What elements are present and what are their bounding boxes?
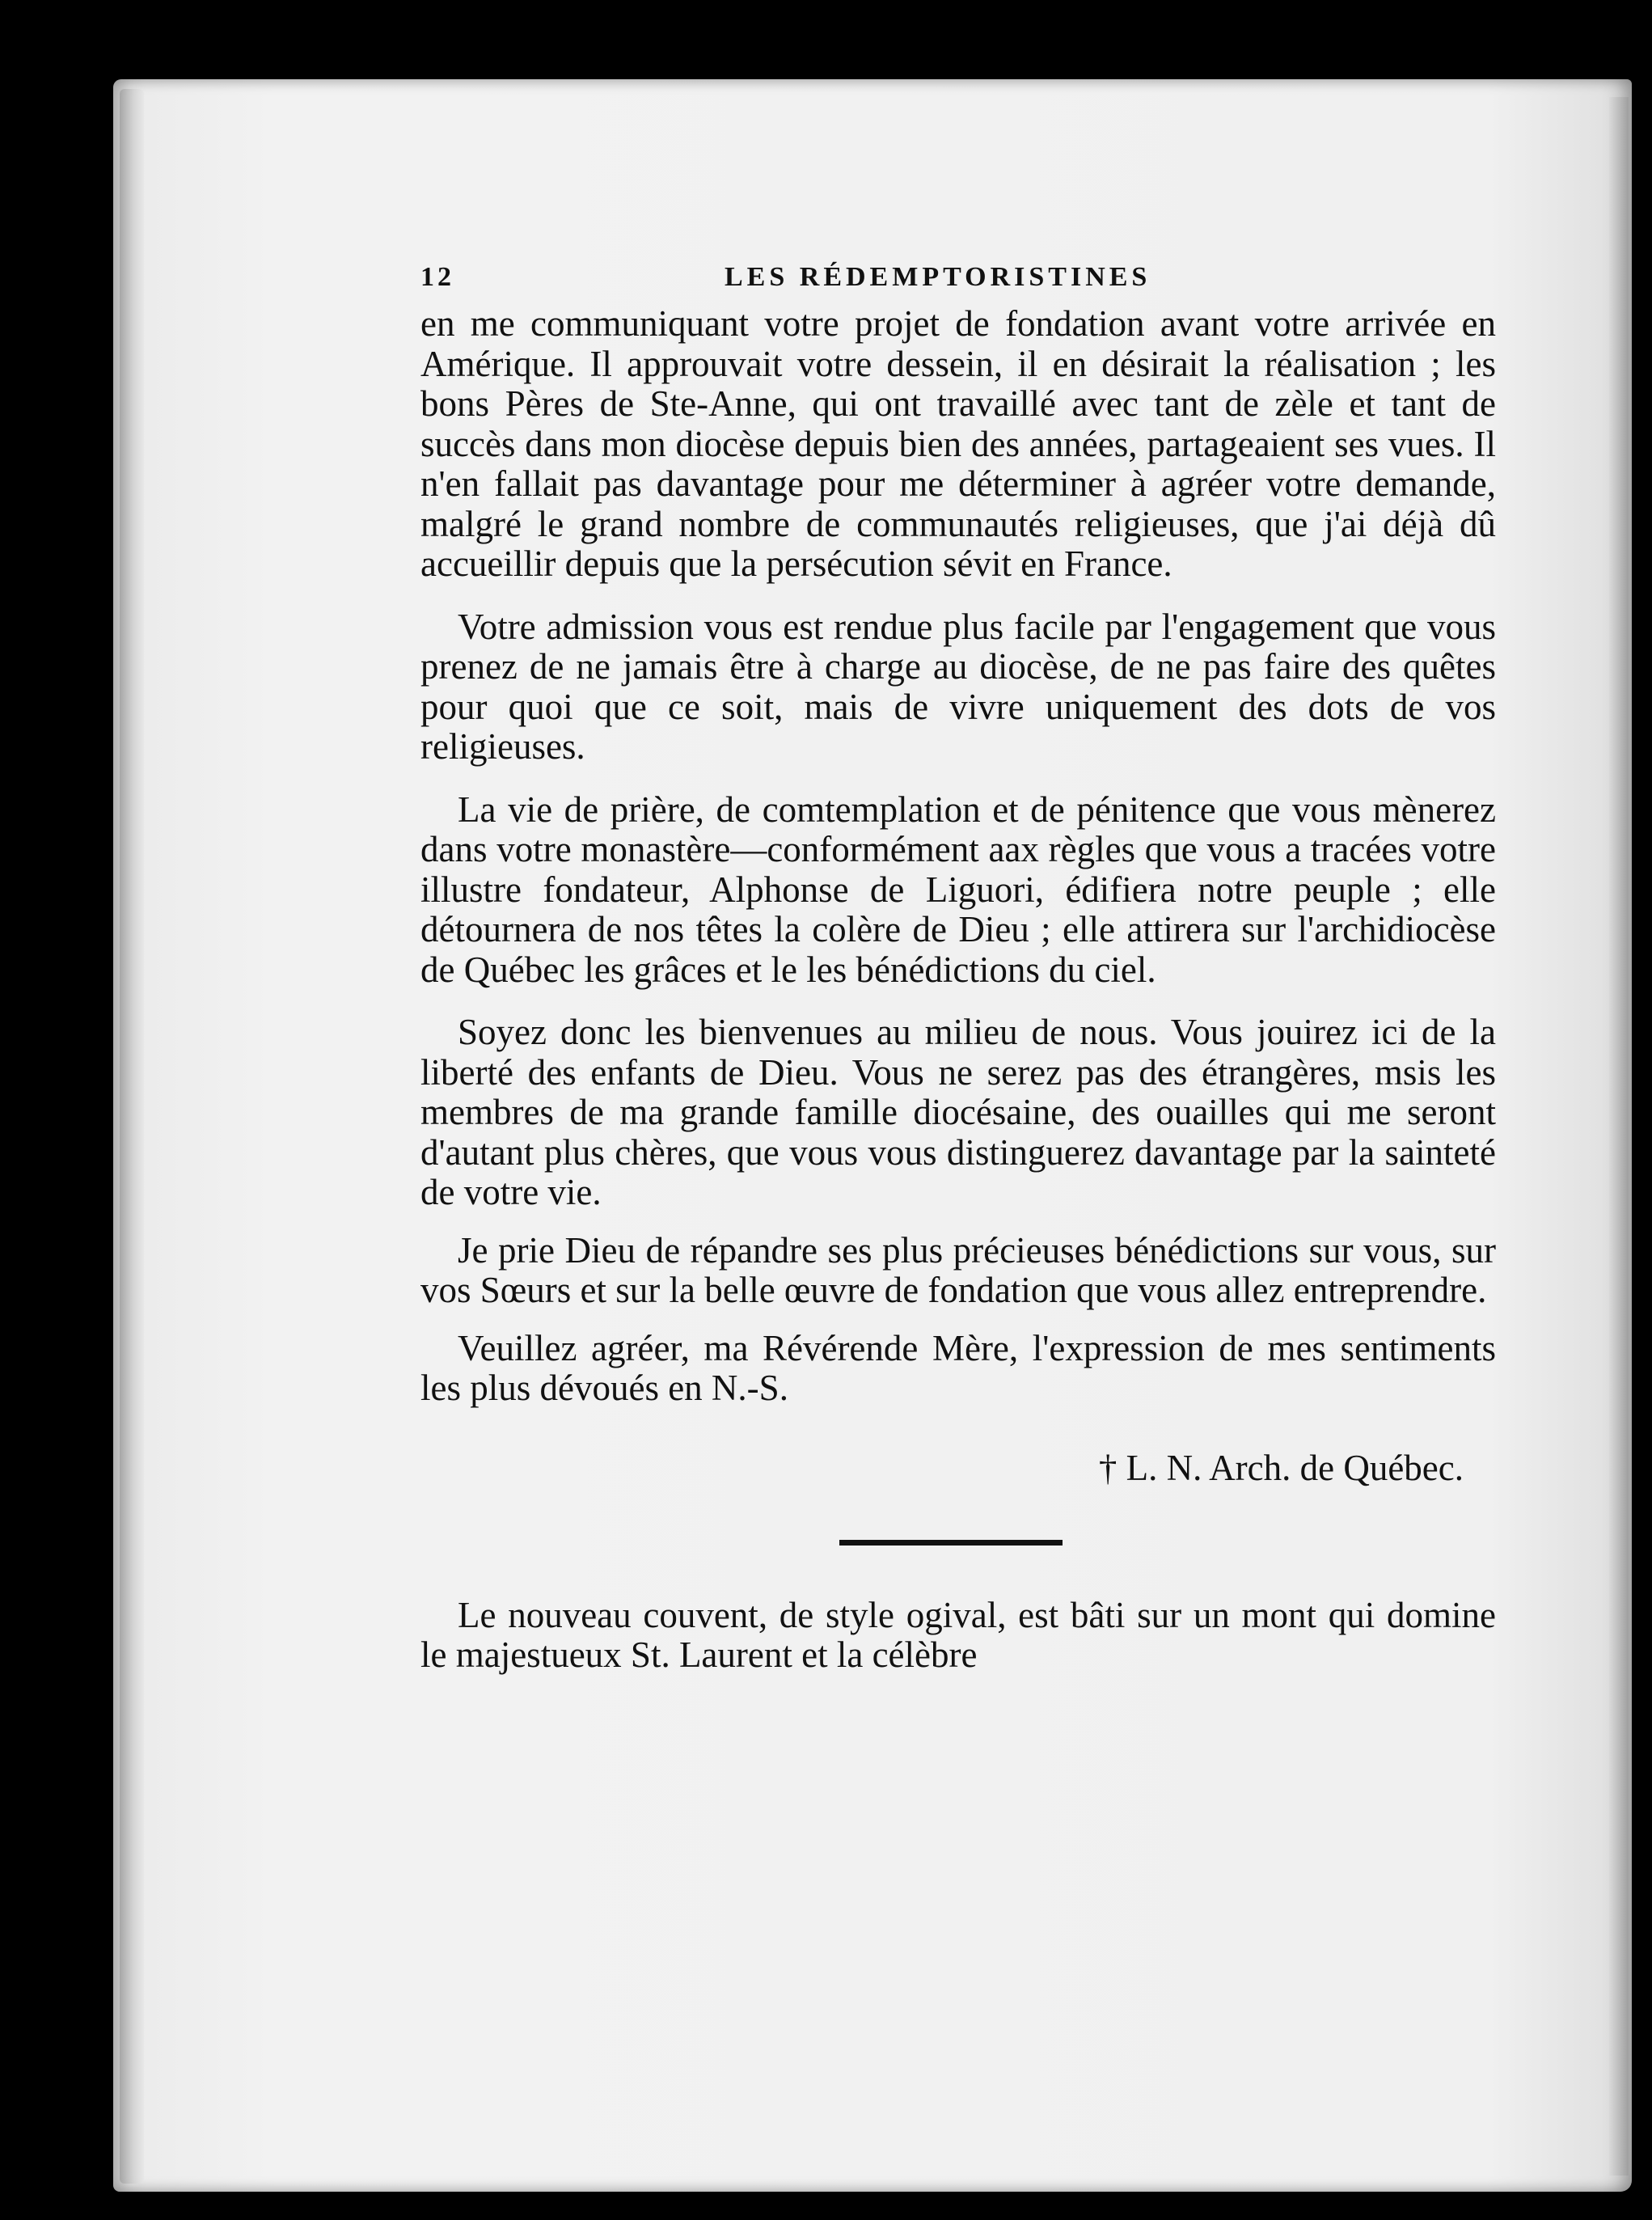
running-title: LES RÉDEMPTORISTINES — [725, 262, 1151, 292]
page-number: 12 — [420, 262, 454, 292]
page-binding-edge — [120, 89, 144, 2184]
paragraph-admission: Votre admission vous est rendue plus facile par l'engagement que vous prenez de ne jamais être à charge au diocèse, de ne pas faire des quêtes pour quoi que ce soit, mais de vivre uniquement des dots de vos religieuses. — [420, 606, 1496, 767]
running-header — [420, 251, 1496, 299]
paragraph-welcome: Soyez donc les bienvenues au milieu de nous. Vous jouirez ici de la liberté des enfants de Dieu. Vous ne serez pas des étrangères, msis les membres de ma grande famille diocésaine, des ouailles qui me seront d'autant plus chères, que vous vous distinguerez davantage par la sainteté de votre vie. — [420, 1012, 1496, 1212]
next-section — [420, 1596, 1496, 1676]
paragraph-prayer-life: La vie de prière, de comtemplation et de pénitence que vous mènerez dans votre monastère—conformément aax règles que vous a tracées votre illustre fondateur, Alphonse de Liguori, édifiera notre peuple ; elle détournera de nos têtes la colère de Dieu ; elle attirera sur l'archidiocèse de Québec les grâces et le les bénédictions du ciel. — [420, 789, 1496, 990]
section-divider-rule — [839, 1540, 1063, 1546]
paragraph-blessing: Je prie Dieu de répandre ses plus précieuses bénédictions sur vous, sur vos Sœurs et sur la belle œuvre de fondation que vous allez entreprendre. — [420, 1229, 1496, 1310]
paragraph-new-convent: Le nouveau couvent, de style ogival, est bâti sur un mont qui domine le majestueux St. Laurent et la célèbre — [420, 1594, 1496, 1675]
page-content — [420, 251, 1496, 1676]
paragraph-continued: en me communiquant votre projet de fondation avant votre arrivée en Amérique. Il approuvait votre dessein, il en désirait la réalisation ; les bons Pères de Ste-Anne, qui ont travaillé avec tant de zèle et tant de succès dans mon diocèse depuis bien des années, partageaient ses vues. Il n'en fallait pas davantage pour me déterminer à agréer votre demande, malgré le grand nombre de communautés religieuses, que j'ai déjà dû accueillir depuis que la persécution sévit en France. — [420, 303, 1496, 584]
signature-line: † L. N. Arch. de Québec. — [1098, 1447, 1464, 1488]
letter-body — [420, 304, 1496, 1409]
page-right-edge — [1609, 97, 1629, 2176]
paragraph-closing-salutation: Veuillez agréer, ma Révérende Mère, l'expression de mes sentiments les plus dévoués en N.-S. — [420, 1327, 1496, 1408]
